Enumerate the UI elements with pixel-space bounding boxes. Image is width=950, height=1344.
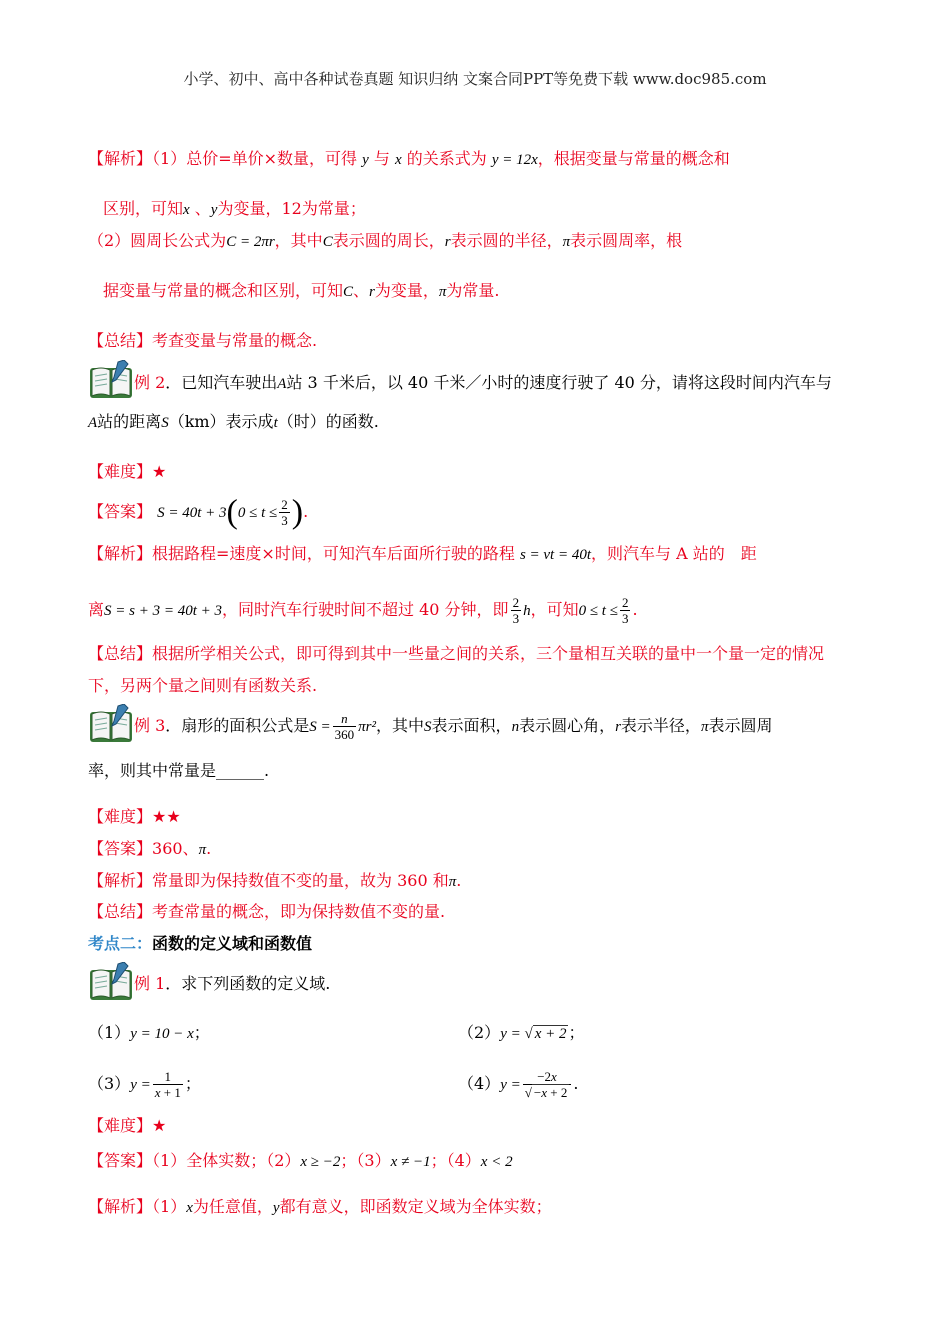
text: ．已知汽车驶出 (165, 373, 278, 392)
text: 区别，可知 (103, 199, 184, 218)
text: ，可知 (530, 600, 579, 619)
text: 表示圆周率，根 (570, 231, 683, 250)
difficulty-line (88, 1115, 166, 1137)
text: 下，另两个量之间则有函数关系. (88, 676, 318, 695)
math-y: y (362, 152, 369, 168)
fraction-1-over-x-plus-1: $\frac{1}{x + 1}$ (154, 1069, 181, 1100)
book-pencil-icon (88, 962, 134, 1002)
fraction-two-thirds: $\frac{2}{3}$ (621, 595, 629, 626)
text: 都有意义，即函数定义域为全体实数； (279, 1197, 552, 1216)
analysis-tag: 【解析】 (88, 871, 153, 890)
difficulty-stars: ★★ (152, 807, 181, 826)
math-distance: s = vt = 40t (519, 547, 592, 563)
difficulty-tag: 【难度】 (88, 462, 153, 481)
problem-number: （2） (458, 1023, 501, 1042)
text: 为常量. (446, 281, 500, 300)
difficulty-stars: ★ (152, 1116, 167, 1135)
text: 、 (194, 199, 211, 218)
text: ，则汽车与 A 站的 距 (591, 544, 757, 563)
math-r: r (369, 284, 375, 300)
example2-line-1 (134, 372, 832, 395)
summary-line (88, 643, 824, 665)
math-pi: π (562, 234, 571, 250)
math-total-distance: S = s + 3 = 40t + 3 (104, 603, 223, 619)
analysis-line-cont: 离S = s + 3 = 40t + 3，同时汽车行驶时间不超过 40 分钟，即 $\frac{2}{3}$ h，可知0 ≤ t ≤ $\frac{2}{3}$ . (88, 595, 638, 626)
text: 的关系式为 (406, 149, 487, 168)
difficulty-tag: 【难度】 (88, 807, 153, 826)
problem-number: （4） (458, 1074, 501, 1093)
problem-1: （1）y = 10 − x； (88, 1023, 210, 1042)
text: ．求下列函数的定义域. (165, 974, 331, 993)
math-answer: S = 40t + 3 (157, 505, 227, 521)
analysis-tag: 【解析】 (88, 149, 153, 168)
summary-line (88, 330, 317, 352)
math-y-eq-12x: y = 12x (491, 152, 538, 168)
answer-line: 【答案】360、π. (88, 839, 212, 858)
text: 表示半径， (620, 716, 701, 735)
text: 为变量， (374, 281, 439, 300)
math-a: A (277, 376, 287, 392)
answer-line: 【答案】 S = 40t + 3(0 ≤ t ≤ $\frac{2}{3}$ ). (88, 493, 309, 531)
text: 表示面积， (431, 716, 512, 735)
text: 离 (88, 600, 105, 619)
text: 考查变量与常量的概念. (152, 331, 318, 350)
example-title: 例 1 (134, 974, 166, 993)
math-pi: π (438, 284, 447, 300)
math-s: S (161, 415, 169, 431)
fraction-n-over-360: $\frac{n}{360}$ (334, 711, 355, 742)
math-c-eq-2pir: C = 2πr (226, 234, 275, 250)
text: 根据路程=速度×时间，可知汽车后面所行驶的路程 (152, 544, 515, 563)
math-x: x (394, 152, 402, 168)
text: 表示圆周 (708, 716, 773, 735)
analysis-line (88, 543, 757, 566)
example-title: 例 3 (134, 716, 166, 735)
section-heading (88, 933, 312, 955)
summary-line-cont (88, 675, 317, 697)
text: 、 (353, 281, 370, 300)
summary-tag: 【总结】 (88, 331, 153, 350)
math-condition: 0 ≤ t ≤ (237, 505, 278, 521)
text: （1） (152, 1197, 187, 1216)
problem-number: （3） (88, 1074, 131, 1093)
problem-number: （1） (88, 1023, 131, 1042)
text: 根据所学相关公式，即可得到其中一些量之间的关系，三个量相互关联的量中一个量一定的情况 (152, 644, 825, 663)
text: ；（3） (340, 1151, 391, 1170)
text: ；（4） (430, 1151, 481, 1170)
summary-tag: 【总结】 (88, 644, 153, 663)
fraction-two-thirds: $\frac{2}{3}$ (512, 595, 520, 626)
summary-tag: 【总结】 (88, 902, 153, 921)
text: 为任意值， (192, 1197, 273, 1216)
analysis-line-2 (103, 198, 366, 221)
analysis-tag: 【解析】 (88, 544, 153, 563)
page-header: 小学、初中、高中各种试卷真题 知识归纳 文案合同PPT等免费下载 www.doc985.com (183, 70, 767, 88)
example3-line-2 (88, 760, 269, 782)
problem-2: （2）y = √ x + 2 ； (458, 1023, 585, 1042)
example1-line-1 (134, 973, 330, 995)
text: （1）总价=单价×数量，可得 (152, 149, 358, 168)
text: ，其中 (274, 231, 323, 250)
math-x: x (183, 202, 190, 218)
math-y: y (210, 202, 218, 218)
difficulty-line (88, 461, 166, 483)
analysis-tag: 【解析】 (88, 1197, 153, 1216)
answer-text: 360、 (152, 839, 199, 858)
difficulty-stars: ★ (152, 462, 167, 481)
answer-line: 【答案】（1）全体实数；（2）x ≥ −2；（3）x ≠ −1；（4）x < 2 (88, 1151, 513, 1170)
text: 率，则其中常量是______. (88, 761, 270, 780)
text: 据变量与常量的概念和区别，可知 (103, 281, 344, 300)
analysis-line-1 (88, 148, 730, 171)
math-t: t (273, 415, 278, 431)
fraction-neg2x-over-sqrt: $\frac{-2x}{√ -x + 2}$ (523, 1069, 572, 1100)
fraction-two-thirds: $\frac{2}{3}$ (281, 497, 288, 528)
answer-tag: 【答案】 (88, 839, 153, 858)
text: 常量即为保持数值不变的量，故为 360 和 (152, 871, 449, 890)
text: （时）的函数. (277, 412, 379, 431)
summary-line (88, 901, 445, 923)
text: 表示圆的半径， (450, 231, 563, 250)
math-c: C (322, 234, 333, 250)
analysis-line: 【解析】常量即为保持数值不变的量，故为 360 和π. (88, 871, 462, 890)
text: ，根据变量与常量的概念和 (537, 149, 730, 168)
math-a: A (88, 415, 98, 431)
text: （1）全体实数；（2） (152, 1151, 301, 1170)
analysis-line: 【解析】（1）x为任意值，y都有意义，即函数定义域为全体实数； (88, 1197, 552, 1216)
difficulty-line (88, 806, 181, 828)
math-c: C (343, 284, 354, 300)
section-label: 考点二： (88, 934, 153, 953)
example-title: 例 2 (134, 373, 166, 392)
problem-4: （4）y = $\frac{-2x}{√ -x + 2}$ . (458, 1069, 579, 1100)
text: 考查常量的概念，即为保持数值不变的量. (152, 902, 446, 921)
text: （km）表示成 (168, 412, 274, 431)
text: 站的距离 (97, 412, 162, 431)
book-pencil-icon (88, 360, 134, 400)
example3-line-1: 例 3．扇形的面积公式是S = $\frac{n}{360}$ πr²，其中S表示面积，n表示圆心角，r表示半径，π表示圆周 (134, 711, 773, 742)
text: ，其中 (376, 716, 425, 735)
text: ，同时汽车行驶时间不超过 40 分钟，即 (222, 600, 509, 619)
example2-line-2 (88, 411, 379, 434)
text: 为变量，12为常量； (217, 199, 366, 218)
text: 站 3 千米后，以 40 千米／小时的速度行驶了 40 分，请将这段时间内汽车与 (286, 373, 832, 392)
answer-tag: 【答案】 (88, 1151, 153, 1170)
text: ．扇形的面积公式是 (165, 716, 310, 735)
problem-3: （3）y = $\frac{1}{x + 1}$ ； (88, 1069, 201, 1100)
answer-tag: 【答案】 (88, 502, 153, 521)
book-pencil-icon (88, 704, 134, 744)
text: 与 (373, 149, 390, 168)
text: 表示圆心角， (519, 716, 616, 735)
section-title: 函数的定义域和函数值 (152, 934, 313, 953)
text: （2）圆周长公式为 (88, 231, 227, 250)
analysis-line-3 (88, 230, 682, 253)
difficulty-tag: 【难度】 (88, 1116, 153, 1135)
math-r: r (444, 234, 451, 250)
text: 表示圆的周长， (332, 231, 445, 250)
analysis-line-4 (103, 280, 500, 303)
